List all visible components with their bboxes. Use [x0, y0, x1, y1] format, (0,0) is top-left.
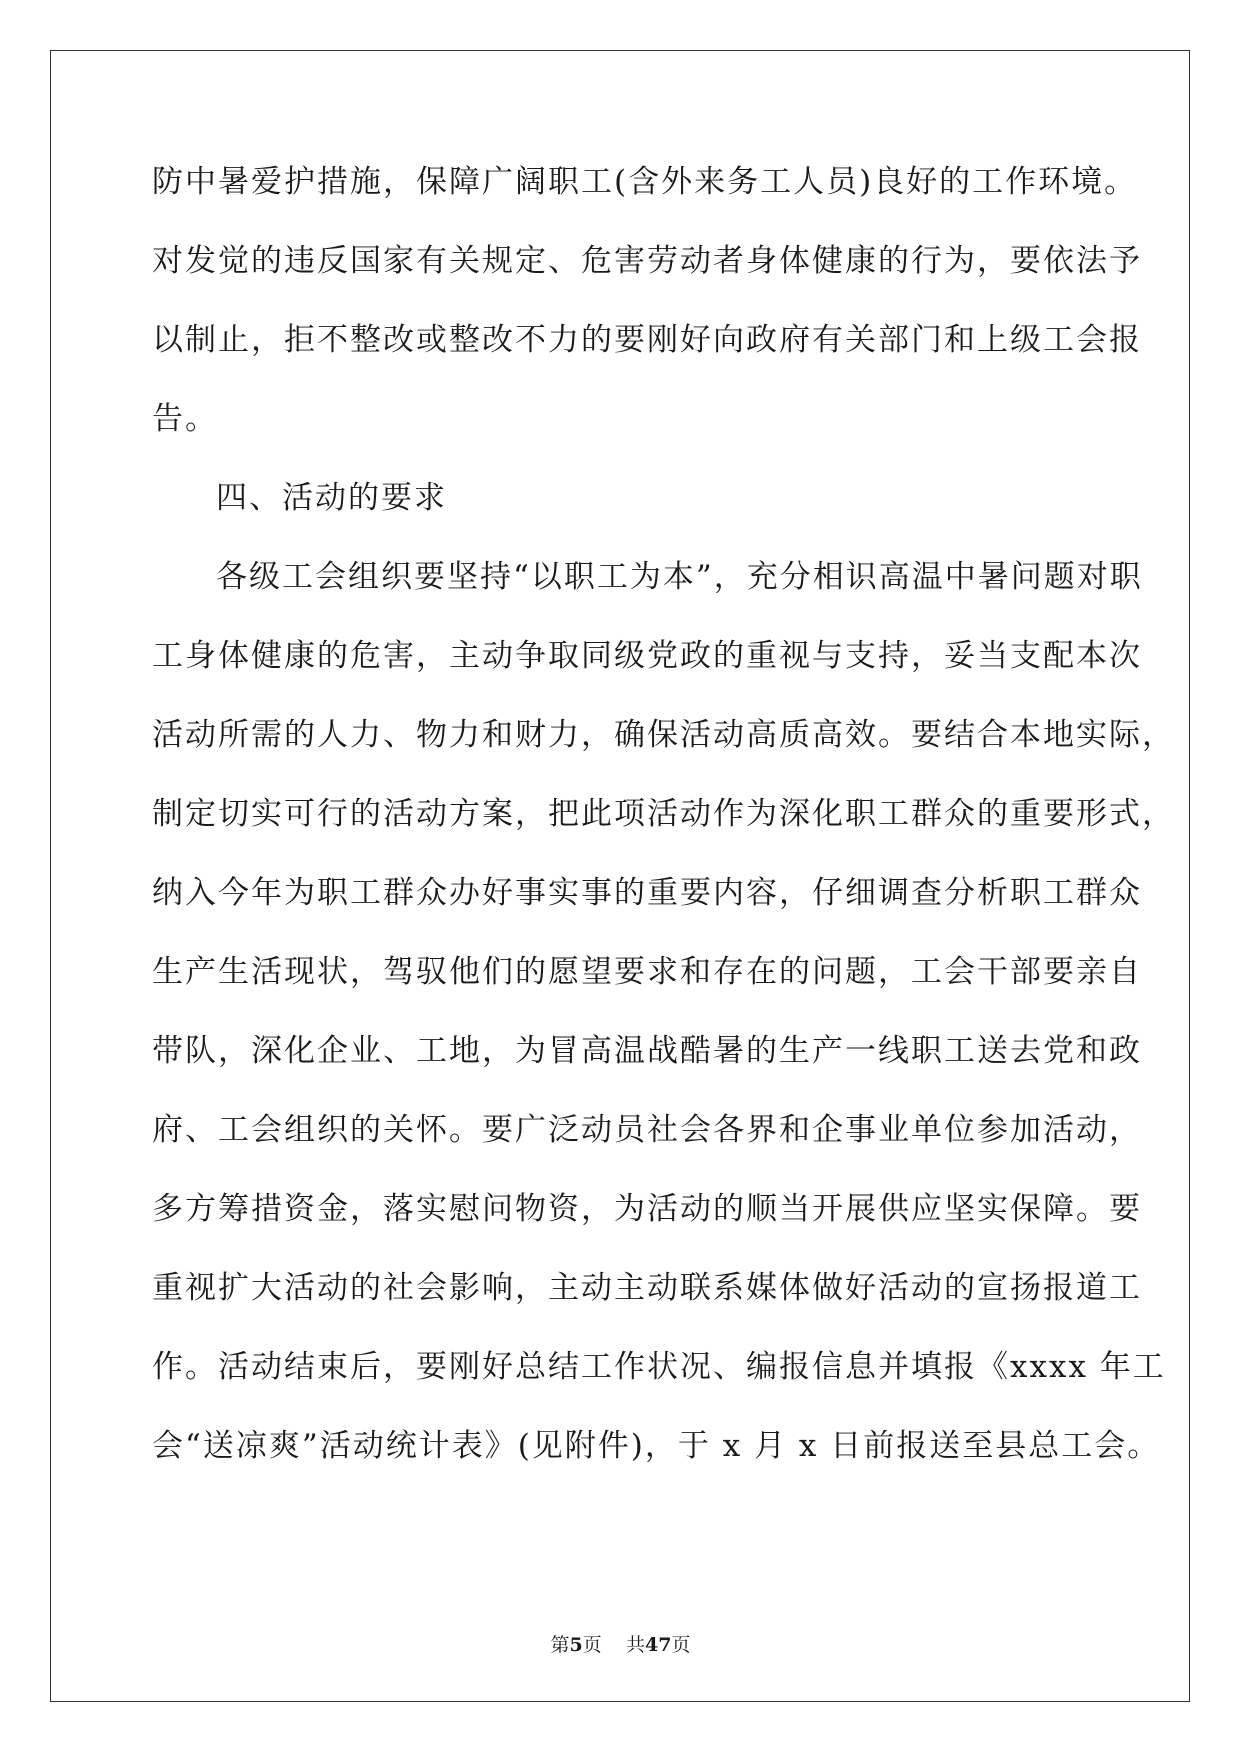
- text-line: 作。活动结束后，要刚好总结工作状况、编报信息并填报《xxxx 年工: [152, 1349, 1166, 1385]
- text-line: 制定切实可行的活动方案，把此项活动作为深化职工群众的重要形式，: [152, 796, 1175, 832]
- text-line: 以制止，拒不整改或整改不力的要刚好向政府有关部门和上级工会报: [152, 322, 1142, 358]
- text-line: 多方筹措资金，落实慰问物资，为活动的顺当开展供应坚实保障。要: [152, 1191, 1142, 1227]
- page-number: 5: [569, 1634, 583, 1656]
- section-heading: 四、活动的要求: [216, 480, 447, 516]
- text-line: 纳入今年为职工群众办好事实事的重要内容，仔细调查分析职工群众: [152, 875, 1142, 911]
- paragraph-first-line: 各级工会组织要坚持“以职工为本”，充分相识高温中暑问题对职: [216, 559, 1143, 595]
- text-line: 防中暑爱护措施，保障广阔职工(含外来务工人员)良好的工作环境。: [152, 164, 1138, 200]
- page-suffix: 页: [582, 1634, 602, 1656]
- text-line: 工身体健康的危害，主动争取同级党政的重视与支持，妥当支配本次: [152, 638, 1142, 674]
- text-line: 会“送凉爽”活动统计表》(见附件)，于 x 月 x 日前报送至县总工会。: [152, 1428, 1161, 1464]
- total-prefix: 共: [625, 1634, 645, 1656]
- page-footer: [0, 1630, 1241, 1657]
- text-line: 告。: [152, 401, 218, 437]
- page-prefix: 第: [550, 1634, 570, 1656]
- text-line: 府、工会组织的关怀。要广泛动员社会各界和企事业单位参加活动，: [152, 1112, 1142, 1148]
- total-suffix: 页: [671, 1634, 691, 1656]
- text-line: 活动所需的人力、物力和财力，确保活动高质高效。要结合本地实际，: [152, 717, 1175, 753]
- text-line: 重视扩大活动的社会影响，主动主动联系媒体做好活动的宣扬报道工: [152, 1270, 1142, 1306]
- total-pages: 47: [644, 1634, 672, 1656]
- document-body: [152, 162, 1175, 1505]
- text-line: 带队，深化企业、工地，为冒高温战酷暑的生产一线职工送去党和政: [152, 1033, 1142, 1069]
- text-line: 生产生活现状，驾驭他们的愿望要求和存在的问题，工会干部要亲自: [152, 954, 1142, 990]
- text-line: 对发觉的违反国家有关规定、危害劳动者身体健康的行为，要依法予: [152, 243, 1142, 279]
